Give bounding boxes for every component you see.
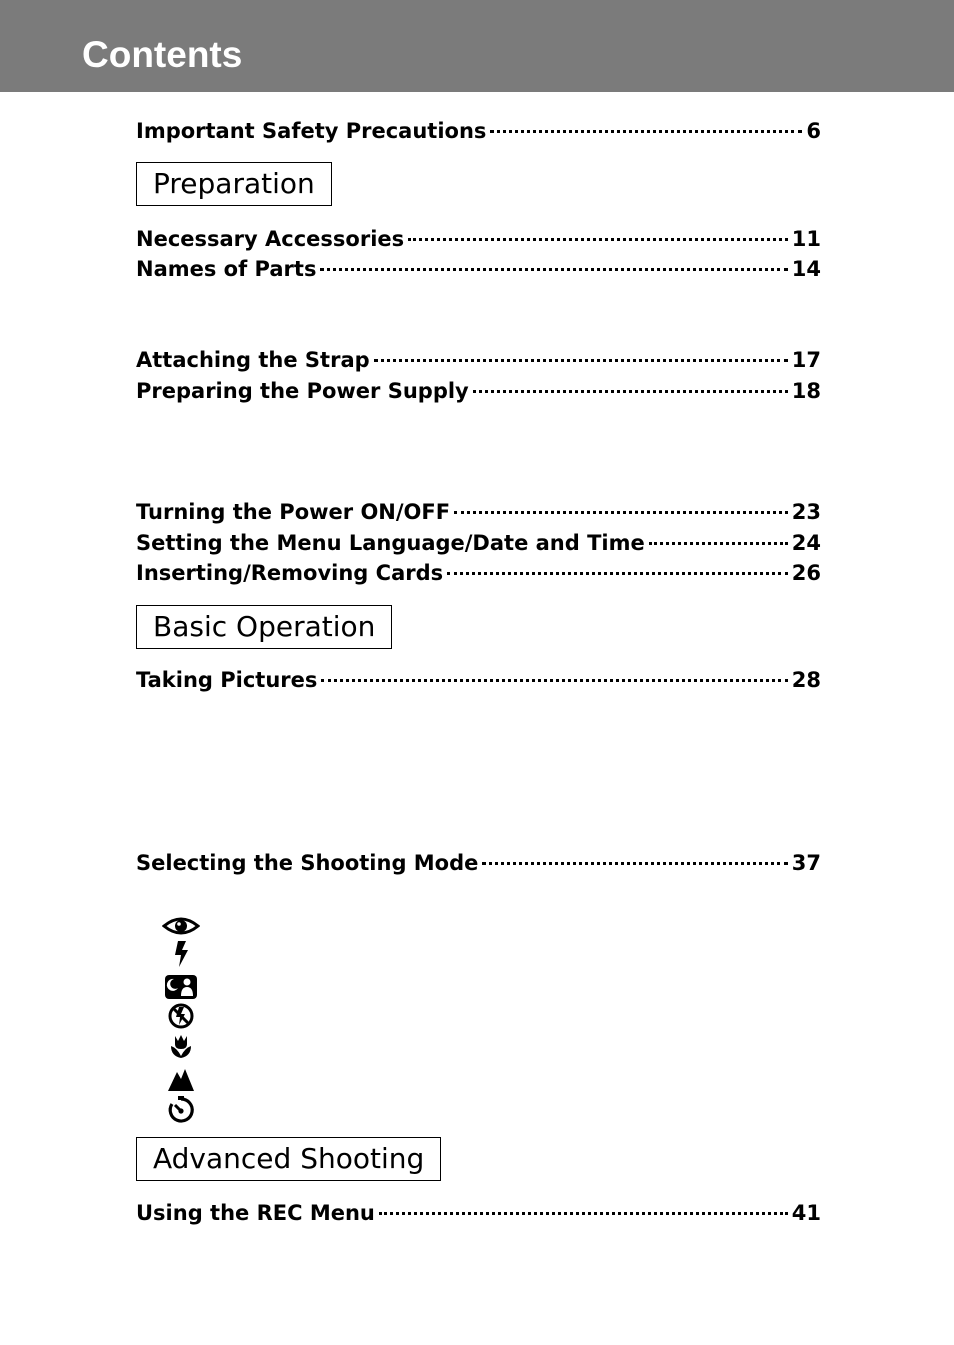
night-portrait-icon xyxy=(162,973,200,1001)
section-heading-advanced-shooting: Advanced Shooting xyxy=(136,1137,441,1181)
toc-entry-page: 14 xyxy=(791,257,821,281)
toc-entry-label: Preparing the Power Supply xyxy=(136,379,469,403)
toc-entry-label: Taking Pictures xyxy=(136,668,318,692)
toc-entry-power-on-off[interactable] xyxy=(136,497,821,527)
toc-entry-taking-pictures[interactable] xyxy=(136,665,821,695)
toc-entry-page: 18 xyxy=(791,379,821,403)
red-eye-icon xyxy=(162,912,200,940)
toc-entry-page: 26 xyxy=(791,561,821,585)
toc-entry-page: 23 xyxy=(791,500,821,524)
dot-leader xyxy=(482,862,787,865)
toc-entry-attaching-strap[interactable] xyxy=(136,345,821,375)
toc-entry-label: Necessary Accessories xyxy=(136,227,405,251)
landscape-icon xyxy=(162,1065,200,1093)
toc-entry-necessary-accessories[interactable] xyxy=(136,224,821,254)
dot-leader xyxy=(649,542,788,545)
flash-icon xyxy=(162,940,200,968)
toc-entry-label: Using the REC Menu xyxy=(136,1201,375,1225)
section-heading-preparation: Preparation xyxy=(136,162,332,206)
toc-entry-label: Attaching the Strap xyxy=(136,348,370,372)
toc-entry-menu-language-date-time[interactable] xyxy=(136,528,821,558)
dot-leader xyxy=(379,1212,788,1215)
toc-entry-label: Setting the Menu Language/Date and Time xyxy=(136,531,645,555)
dot-leader xyxy=(473,390,788,393)
toc-entry-page: 24 xyxy=(791,531,821,555)
toc-entry-safety-precautions[interactable] xyxy=(136,116,821,146)
toc-entry-inserting-removing-cards[interactable] xyxy=(136,558,821,588)
toc-entry-rec-menu[interactable] xyxy=(136,1198,821,1228)
toc-entry-page: 11 xyxy=(791,227,821,251)
toc-entry-page: 41 xyxy=(791,1201,821,1225)
dot-leader xyxy=(320,268,787,271)
page-title: Contents xyxy=(82,34,243,75)
toc-entry-label: Selecting the Shooting Mode xyxy=(136,851,479,875)
toc-entry-page: 17 xyxy=(791,348,821,372)
dot-leader xyxy=(374,359,788,362)
toc-entry-page: 37 xyxy=(791,851,821,875)
toc-entry-page: 28 xyxy=(791,668,821,692)
toc-entry-power-supply[interactable] xyxy=(136,376,821,406)
self-timer-icon xyxy=(162,1096,200,1124)
dot-leader xyxy=(408,238,788,241)
section-heading-basic-operation: Basic Operation xyxy=(136,605,392,649)
toc-entry-label: Turning the Power ON/OFF xyxy=(136,500,451,524)
flash-off-icon xyxy=(162,1002,200,1030)
dot-leader xyxy=(490,130,802,133)
dot-leader xyxy=(321,679,787,682)
toc-entry-shooting-mode[interactable] xyxy=(136,848,821,878)
toc-entry-label: Important Safety Precautions xyxy=(136,119,487,143)
macro-icon xyxy=(162,1032,200,1060)
dot-leader xyxy=(447,572,788,575)
toc-entry-label: Names of Parts xyxy=(136,257,317,281)
toc-entry-label: Inserting/Removing Cards xyxy=(136,561,444,585)
dot-leader xyxy=(454,511,788,514)
toc-entry-names-of-parts[interactable] xyxy=(136,254,821,284)
toc-entry-page: 6 xyxy=(806,119,821,143)
